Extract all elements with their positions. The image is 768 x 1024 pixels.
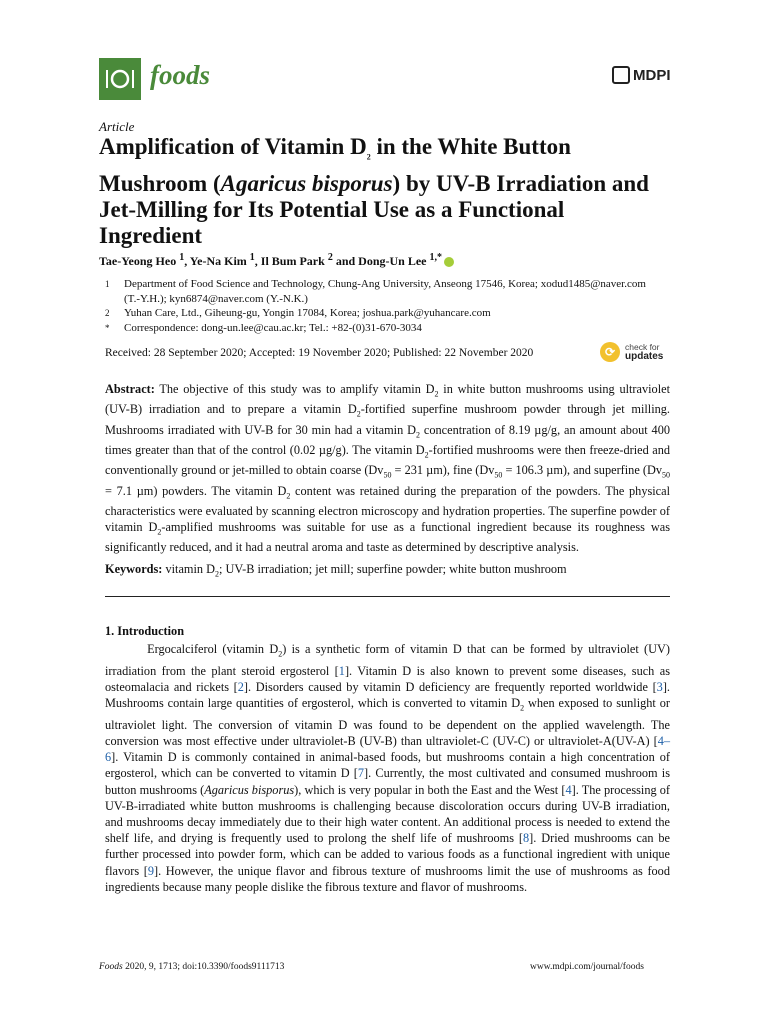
abstract: Abstract: The objective of this study was to amplify vitamin $D_2$ in white button mushrooms using ultraviolet (UV-B) irradiation and to prepare a vitamin $D_2$-fortified superfine mushroom powder through jet milling. Mushrooms irradiated with UV-B for 30 min had a vitamin $D_2$ concentration of 8.19 µg/g, an amount about 400 times greater than that of the control (0.02 µg/g). The vitamin $D_2$-fortified mushrooms were then freeze-dried and conventionally ground or jet-milled to obtain coarse ($Dv_{50} = 231$ µm), fine ($Dv_{50} = 106.3$ µm), and superfine ($Dv_{50} = 7.1$ µm) powders. The vitamin $D_2$ content was retained during the preparation of the powders. The physical characteristics were evaluated by scanning electron microscopy and hydration properties. The superfine powder of vitamin $D_2$-amplified mushrooms was suitable for use as a functional ingredient because its roughness was significantly reduced, and it had a neutral aroma and taste as determined by descriptive analysis. [105,382,670,555]
abstract-label: Abstract: [105,382,155,396]
introduction-paragraph: Ergocalciferol (vitamin $D_2$) is a synthetic form of vitamin D that can be formed by ultraviolet (UV) irradiation from the plant steroid ergosterol [1]. Vitamin D is also known to prevent some diseases, such as osteomalacia and rickets [2]. Disorders caused by vitamin D deficiency are frequently reported worldwide [3]. Mushrooms contain large quantities of ergosterol, which is converted to vitamin $D_2$ when exposed to sunlight or ultraviolet light. The conversion of vitamin D was found to be dependent on the applied wavelength. The conversion was most effective under ultraviolet-B (UV-B) than ultraviolet-C (UV-C) or ultraviolet-A(UV-A) [4–6]. Vitamin D is commonly contained in animal-based foods, but mushrooms contain a high concentration of ergosterol, which can be converted to vitamin D [7]. Currently, the most cultivated and consumed mushroom is button mushrooms (Agaricus bisporus), which is very popular in both the East and the West [4]. The processing of UV-B-irradiated white button mushrooms is challenging because discoloration occurs during UV-B irradiation, and mushrooms decay immediately due to their high water content. An additional process is needed to extend the shelf life, and drying is frequently used to prolong the shelf life of mushrooms [8]. Dried mushrooms can be further processed into powder form, which can be added to various foods as a functional ingredient with unique flavors [9]. However, the unique flavor and fibrous texture of mushrooms limit the use of mushrooms as food ingredients because many people dislike the fibrous texture and flavor of mushrooms. [105,642,671,894]
footer-journal-url[interactable]: www.mdpi.com/journal/foods [530,962,644,972]
journal-logo [99,58,141,100]
mdpi-hexagon-icon [612,66,630,84]
affiliation-text: Correspondence: dong-un.lee@cau.ac.kr; Tel.: +82-(0)31-670-3034 [124,322,422,334]
plate-fork-knife-icon [103,67,137,91]
citation-link[interactable]: 2 [237,679,244,694]
affiliation-mark: 1 [105,279,110,289]
affiliation-mark: * [105,323,110,333]
check-for-updates-button[interactable] [600,342,663,362]
affiliation-text: Yuhan Care, Ltd., Giheung-gu, Yongin 17084, Korea; joshua.park@yuhancare.com [124,307,491,319]
check-updates-line2: updates [625,350,664,362]
refresh-icon: ⟳ [600,342,620,362]
author[interactable]: Ye-Na Kim [189,254,247,268]
citation-link[interactable]: 1 [338,663,345,678]
citation-link[interactable]: 4 [565,782,572,797]
journal-name: foods [150,60,210,90]
citation-link[interactable]: 3 [656,679,663,694]
article-type: Article [99,119,135,134]
publication-dates: Received: 28 September 2020; Accepted: 19 November 2020; Published: 22 November 2020 [105,347,534,359]
affiliation-mark: 2 [105,308,110,318]
orcid-icon[interactable] [444,257,454,267]
citation-link[interactable]: 7 [357,766,365,781]
author[interactable]: Dong-Un Lee [358,254,427,268]
affiliation-text: Department of Food Science and Technology, Chung-Ang University, Anseong 17546, Korea; xodud1485@naver.com (T.-Y.H.); kyn6874@naver.com (Y.-N.K.) [124,278,646,305]
check-updates-line1: check for [625,341,660,352]
author[interactable]: Tae-Yeong Heo [99,254,177,268]
section-heading: 1. Introduction [105,624,185,638]
citation-link[interactable]: 8 [523,831,530,846]
citation-link[interactable]: 4–6 [105,733,670,765]
author-list: Tae-Yeong Heo $^1$, Ye-Na Kim $^1$, Il Bum Park $^2$ and Dong-Un Lee $^{1,*}$ [99,252,454,269]
keywords-label: Keywords: [105,562,163,576]
section-divider [105,596,670,597]
publisher-logo [612,66,671,84]
author[interactable]: Il Bum Park [260,254,325,268]
keywords: Keywords: vitamin $D_2$; UV-B irradiation; jet mill; superfine powder; white button mushroom [105,562,567,579]
publisher-name: MDPI [633,66,671,84]
citation-link[interactable]: 9 [147,863,155,878]
article-title: Amplification of Vitamin $D_2$ in the White Button Mushroom (Agaricus bisporus) by UV-B Irradiation and Jet-Milling for Its Potential Use as a Functional Ingredient [99,134,649,248]
footer-citation: Foods 2020, 9, 1713; doi:10.3390/foods9111713 [99,962,285,972]
